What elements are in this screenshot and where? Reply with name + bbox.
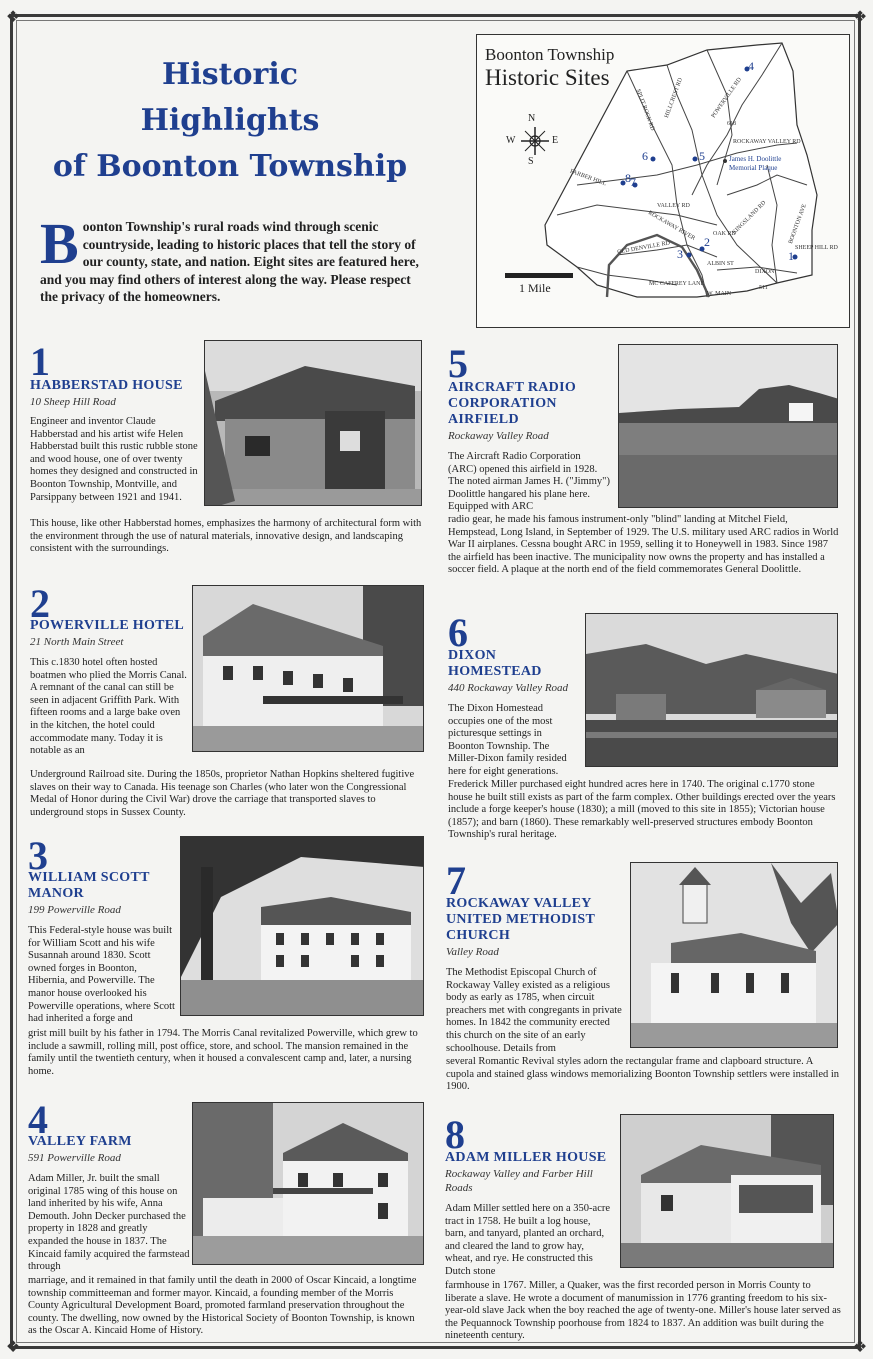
site-name: MANOR: [28, 886, 84, 901]
intro-text: oonton Township's rural roads wind through scenic countryside, leading to historic places that tell the story of our county, state, and nation. Eight sites are featured here, and you may find others of interest along the way. Please respect the privacy of the homeowners.: [40, 219, 419, 305]
site-text-full: several Romantic Revival styles adorn the rectangular frame and clapboard structure. A cupola and stained glass windows memorializing Boonton Township settlers were installed in 1900.: [446, 1056, 840, 1093]
powerville-hotel-photo: [192, 585, 424, 752]
road-label: 618: [727, 121, 736, 127]
corner-ornament-icon: ❖: [852, 1337, 868, 1356]
methodist-church-photo: [630, 862, 838, 1048]
road-label: KINGSLAND RD: [731, 200, 768, 236]
title-line: Highlights: [140, 103, 320, 138]
scale-bar: [505, 273, 573, 278]
road-label: W. MAIN: [707, 291, 732, 297]
road-label: 511: [759, 285, 768, 291]
road-label: BOONTON AVE: [787, 203, 808, 245]
page-title: [40, 52, 420, 190]
site-address: 10 Sheep Hill Road: [30, 396, 116, 408]
road-label: ROCKAWAY VALLEY RD: [733, 139, 801, 145]
adam-miller-house-photo: [620, 1114, 834, 1268]
road-label: VALLEY RD: [657, 203, 690, 209]
site-number: 8: [445, 1112, 465, 1157]
map-site-number: 8: [625, 171, 631, 185]
site-text-full: farmhouse in 1767. Miller, a Quaker, was the first recorded person in Morris County to liberate a slave. He wrote a document of manumission in 1776 granting freedom to his six-year-old slave Jack when the boy reached the age of twenty-one. Miller's house later served as the Pequannock Township poorhouse from 1824 to 1837. An addition was built during the nineteenth century.: [445, 1280, 841, 1342]
site-name: VALLEY FARM: [28, 1134, 132, 1149]
corner-ornament-icon: ❖: [5, 7, 21, 26]
site-address: Valley Road: [446, 946, 499, 958]
site-text-wrap: The Aircraft Radio Corporation (ARC) opened this airfield in 1928. The noted airman James H. ("Jimmy") Doolittle hangared his plane here. Equipped with ARC: [448, 451, 610, 513]
site-name: DIXON: [448, 648, 497, 663]
site-text-full: Underground Railroad site. During the 1850s, proprietor Nathan Hopkins sheltered fugitive slaves on their way to Canada. His teenage son Charles (who later won the Congressional Medal of Honor during the Civil War) drove the carriage that transported slaves to underground stops in Sussex County.: [30, 769, 415, 818]
site-name: POWERVILLE HOTEL: [30, 618, 185, 633]
road-label: OLD DENVILLE RD: [616, 240, 671, 256]
site-number: 6: [448, 610, 468, 655]
compass-icon: [521, 127, 549, 155]
site-address: Rockaway Valley Road: [448, 430, 549, 442]
compass-e: E: [552, 135, 559, 146]
valley-farm-photo: [192, 1102, 424, 1265]
plaque-label-line1: James H. Doolittle: [729, 155, 782, 163]
road-label: DIXON: [755, 269, 775, 275]
site-text-wrap: Adam Miller settled here on a 350-acre tract in 1758. He built a log house, barn, and tanyard, planted an orchard, and cleared the land to grow hay, wheat, and rye. He constructed this Dutch stone: [445, 1203, 611, 1277]
site-number: 3: [28, 833, 48, 878]
plaque-label: [729, 155, 781, 173]
corner-ornament-icon: ❖: [5, 1337, 21, 1356]
site-name: HABBERSTAD HOUSE: [30, 378, 183, 393]
compass-s: S: [528, 156, 534, 167]
site-text-full: Frederick Miller purchased eight hundred acres here in 1740. The original c.1770 stone house he built still exists as part of the farm complex. Other buildings erected over the years include a forge keeper's house (1830); a mill (moved to this site in 1855); Victorian house (1857); and barn (1860). These remarkably well-preserved structures embody Boonton Township's rural heritage.: [448, 779, 836, 841]
airfield-photo: [618, 344, 838, 508]
title-line: Historic: [162, 57, 298, 92]
site-address: 440 Rockaway Valley Road: [448, 682, 569, 694]
site-number: 2: [30, 581, 50, 626]
site-name: HOMESTEAD: [448, 664, 542, 679]
site-text-full: radio gear, he made his famous instrument-only "blind" landing at Mitchel Field, Hempstead, Long Island, in September of 1929. The U.S. military used ARC radios in World War II airplanes. Cessna bought ARC in 1959, selling it to Honeywell in 1983. Since 1987 the airfield has been inactive. The municipality now owns the property and has installed a soccer field. A plaque at the north end of the field commemorates General Doolittle.: [448, 514, 839, 576]
map-site-number: 2: [704, 235, 710, 249]
road-label: MC CAFFREY LANE: [649, 281, 705, 287]
map-title-line2: Historic Sites: [485, 65, 610, 90]
map-title-line1: Boonton Township: [485, 45, 615, 64]
map-site-number: 7: [630, 175, 636, 189]
road-label: SPLIT ROCK RD: [634, 88, 656, 132]
site-name: ADAM MILLER HOUSE: [445, 1150, 607, 1165]
site-number: 5: [448, 341, 468, 386]
road-label: ALBIN ST: [707, 261, 734, 267]
corner-ornament-icon: ❖: [852, 7, 868, 26]
road-label: OAK RD: [713, 231, 736, 237]
site-number: 7: [446, 858, 466, 903]
site-address: 199 Powerville Road: [28, 904, 121, 916]
site-number: 4: [28, 1097, 48, 1142]
map-site-number: 4: [748, 59, 754, 73]
habberstad-house-photo: [204, 340, 422, 506]
map-site-number: 5: [699, 149, 705, 163]
site-address-line: Rockaway Valley and Farber Hill: [445, 1168, 593, 1180]
site-name: CORPORATION: [448, 396, 557, 411]
compass-w: W: [506, 135, 516, 146]
site-text-wrap: This c.1830 hotel often hosted boatmen who plied the Morris Canal. A remnant of the canal can still be seen in adjacent Griffith Park. With fifteen rooms and a large bake oven in the kitchen, the hotel could accommodate many. Today it is notable as an: [30, 657, 187, 757]
site-text-wrap: Adam Miller, Jr. built the small original 1785 wing of this house on land inherited by his wife, Anna Demouth. John Decker purchased the property in 1828 and greatly expanded the house in 1837. The Kincaid family acquired the farmstead through: [28, 1173, 190, 1273]
site-number: 1: [30, 339, 50, 384]
site-text-wrap: Engineer and inventor Claude Habberstad and his artist wife Helen Habberstad built this rustic rubble stone and wood house, one of over twenty homes they designed and constructed in Boonton Township, Montville, and Parsippany between 1921 and 1941.: [30, 416, 198, 503]
site-text-wrap: The Methodist Episcopal Church of Rockaway Valley existed as a religious body as early as 1785, when circuit preachers met with congregants in private homes. In 1842 the community erected this church on the site of an early schoolhouse. Details from: [446, 967, 622, 1054]
site-text-full: grist mill built by his father in 1794. The Morris Canal revitalized Powerville, which grew to include a sawmill, rolling mill, post office, store, and school. The mansion remained in the family until the twentieth century, when it housed a convalescent camp and, later, a nursing home.: [28, 1028, 418, 1077]
road-label: FARBER HILL: [569, 168, 607, 188]
map-site-number: 6: [642, 149, 648, 163]
site-name: AIRCRAFT RADIO: [448, 380, 577, 395]
compass-n: N: [528, 113, 536, 124]
site-map: [476, 34, 850, 328]
plaque-label-line2: Memorial Plaque: [729, 164, 778, 172]
site-name: CHURCH: [446, 928, 511, 943]
site-text-wrap: The Dixon Homestead occupies one of the most picturesque settings in Boonton Township. The Miller-Dixon family resided here for eight generations.: [448, 703, 567, 777]
road-label: HILLCREST RD: [664, 77, 685, 119]
map-site-number: 3: [677, 247, 683, 261]
site-address-line: Roads: [445, 1182, 473, 1194]
site-name: UNITED METHODIST: [446, 912, 596, 927]
dixon-homestead-photo: [585, 613, 838, 767]
site-address: 21 North Main Street: [30, 636, 124, 648]
site-address: [445, 1167, 593, 1195]
site-address: 591 Powerville Road: [28, 1152, 121, 1164]
site-text-wrap: This Federal-style house was built for William Scott and his wife Susannah around 1830. Scott owned forges in Boonton, Hibernia, and Powerville. The manor house overlooked his Powerville operations, where Scott had inherited a forge and: [28, 925, 175, 1025]
road-label: SHEEP HILL RD: [795, 245, 838, 251]
william-scott-manor-photo: [180, 836, 424, 1016]
intro-paragraph: [40, 211, 420, 306]
site-text-full: This house, like other Habberstad homes, emphasizes the harmony of architectural form with the environment through the use of natural materials, innovative design, and landscaping consistent with the surroundings.: [30, 518, 422, 555]
site-name: AIRFIELD: [448, 412, 519, 427]
road-label: ROCKAWAY RIVER: [647, 210, 696, 242]
map-scale-label: 1 Mile: [519, 281, 551, 295]
site-name: WILLIAM SCOTT: [28, 870, 150, 885]
site-name: ROCKAWAY VALLEY: [446, 896, 592, 911]
site-text-full: marriage, and it remained in that family until the death in 2000 of Oscar Kincaid, a longtime township committeeman and former mayor. Kincaid, a founding member of the Morris County Agricultural Development Board, promoted farmland preservation throughout the county. The dwelling, now owned by the Historical Society of Boonton Township, is known as the Oscar A. Kincaid Home of History.: [28, 1275, 417, 1337]
road-label: POWERVILLE RD: [710, 76, 743, 120]
intro-dropcap: B: [40, 211, 79, 276]
title-line: of Boonton Township: [52, 149, 408, 184]
map-site-number: 1: [788, 249, 794, 263]
